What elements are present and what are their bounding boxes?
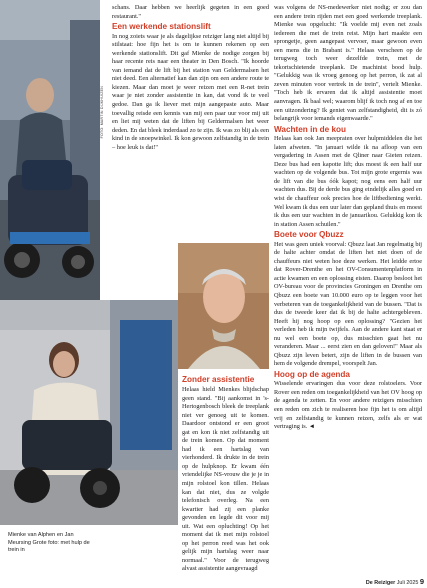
paragraph: was volgens de NS-medewerker niet nodig; er zou dan een andere trein rijden met een goed werkende treeplank. Mienke was opgelucht: "Ik voelde mij even net zoals iedereen die met de trein reist. Mijn hart maakte een sprongetje, geen aangepast vervoer, maar gewoon even een mens die in Brabant is." Helaas verscheen op de terugweg toch weer dezelfde trein, met de tekortschietende treeplank. De machinist bood hulp. "Gelukkig was ik vroeg genoeg op het perron, ik zat al zeven minuten voor vertrek in de trein", vertelt Mienke. "Toch heb ik ervaren dat ik altijd assistentie moet aanvragen. Ik baal wel; waarom blijf ik toch nog af en toe een uitzondering? Ik geniet van zelfstandigheid, dit is zó belangrijk voor iemands eigenwaarde." <box>274 4 422 123</box>
issue-date: Juli 2025 <box>396 580 419 586</box>
column-1-bottom <box>112 386 269 574</box>
heading-wachten-in-de-kou: Wachten in de kou <box>274 124 347 134</box>
paragraph: schans. Daar hebben we heerlijk gegeten in een goed restaurant." <box>112 4 269 20</box>
heading-hoog-op-de-agenda: Hoog op de agenda <box>274 369 350 379</box>
photo-mobility-scooter <box>0 0 100 308</box>
paragraph: Helaas kan ook Jan meepraten over hulpmiddelen die het laten afweten. "In januari wilde ik na afloop van een vergadering in Assen met de Qliner naar Gieten reizen. Deze bus had een kapotte lift; dus moest ik een half uur wachten op de volgende bus. Tot mijn grote ergernis was de lift van die bus óók kapot; nog eens een half uur wachten dus. Bij de derde bus ging eindelijk alles goed en wist de chauffeur ook precies hoe de liftbediening werkt. Wel kwam ik dus een uur later dan gepland thuis en moest ik dus een uur wachten in de januarikou. Gelukkig kon ik in station Assen schuilen." <box>274 135 422 228</box>
heading-zonder-assistentie: Zonder assistentie <box>182 375 255 384</box>
heading-boete-voor-qbuzz: Boete voor Qbuzz <box>274 230 344 240</box>
paragraph: In nog zoiets waar je als dagelijkse reiziger lang niet altijd bij stilstaat: hoe fijn het is om te kunnen rekenen op een werkende stationslift. Dit gaf Mienke de nodige zorgen bij haar recente reis naar een theater in Den Bosch. "Ik hoorde van iemand dat de lift bij het station van Geldermalsen het niet deed. Een alternatief kan dan zijn om een andere route te kiezen. Maar dan moet je weer reizen met een R-net trein waar je niet zonder assistentie in kan, dat vond ik te veel gedoe. Dan ga ik liever met mijn aangepaste auto. Maar toevallig reisde een kennis van mij een paar uur voor mij uit en liet mij weten dat de liften bij Geldermalsen het weer deden. En dat bleek inderdaad zo te zijn. Ik was zo blij als een kind in de snoepwinkel. Ik kon gewoon zelfstandig in de trein – hoe leuk is dat!" <box>112 32 269 151</box>
column-2 <box>274 4 422 432</box>
column-1-lower <box>182 374 269 386</box>
paragraph: Het was geen uniek voorval: Qbuzz laat Jan regelmatig bij de halte achter omdat de liften het niet doen of de chauffeurs niet weten hoe deze werken. Het leidde ertoe dat Rover-Drenthe en het OV-Consumentenplatform in actie kwamen en een oplossing eisten. Daarop besloot het OV-bureau voor de provincies Groningen en Drenthe om Qbuzz een boete van 10.000 euro op te leggen voor het verbeteren van de toegankelijkheid van de bussen. "Dat is dus de tweede keer dat ik bij de halte achtergebleven. Heeft hij nog hoop op een oplossing? "Gezien het verleden heb ik mijn twijfels. Aan de andere kant staat er nu wel een boete op, dus misschien gaat het nu veranderen. Maar ... eerst zien en dan geloven!" Maar als Qbuzz zijn leven betert, zijn de liften in de bussen van hem de volgende drempel, voorspelt Jan. <box>274 240 422 368</box>
heading-werkende-stationslift: Een werkende stationslift <box>112 22 211 32</box>
photo-jan-meursing <box>178 243 269 369</box>
paragraph: Wisselende ervaringen dus voor deze rolstoelers. Voor Rover een reden om toegankelijkheid van het OV hoog op de agenda te zetten. En voor andere reizigers misschien een reden om zich te realiseren hoe fijn het is om altijd vrij en zelfstandig te kunnen reizen, zelfs als er wat vertraging is. ◄ <box>274 380 422 431</box>
photo-caption: Mienke van Alphen en Jan Meursing Grote foto: met hulp de trein in <box>8 532 90 554</box>
photo-credit: FOTO: MARTIN DIJKHUIZEN <box>100 86 104 139</box>
page-footer <box>318 577 424 586</box>
magazine-name: De Reiziger <box>365 580 396 586</box>
page-number: 9 <box>419 577 424 586</box>
paragraph: Helaas hield Mienkes blijdschap geen stand. "Bij aankomst in 's-Hertogenbosch bleek de treeplank niet ver genoeg uit te komen. Daardoor ontstond er een groot gat en kon ik niet zelfstandig uit de trein komen. Op dat moment had ik een hartslag van vierhonderd. Ik drukte in de trein op de hulpknop. Er kwam één vriendelijke NS-vrouw die je je in mijn rolstoel kon tillen. Helaas kan dat niet, dus ze volgde telefonisch overleg. Na een kwartier had zij een planke gevonden en legde dit voor mij uit. Wat een opluchting! Op het moment dat ik met mijn rolstoel op het perron reed was het ook gelijk mijn hartslag weer naar normaal." Voor de terugweg alvast assistentie aangevraagd <box>182 386 269 573</box>
column-1-upper <box>112 4 269 152</box>
